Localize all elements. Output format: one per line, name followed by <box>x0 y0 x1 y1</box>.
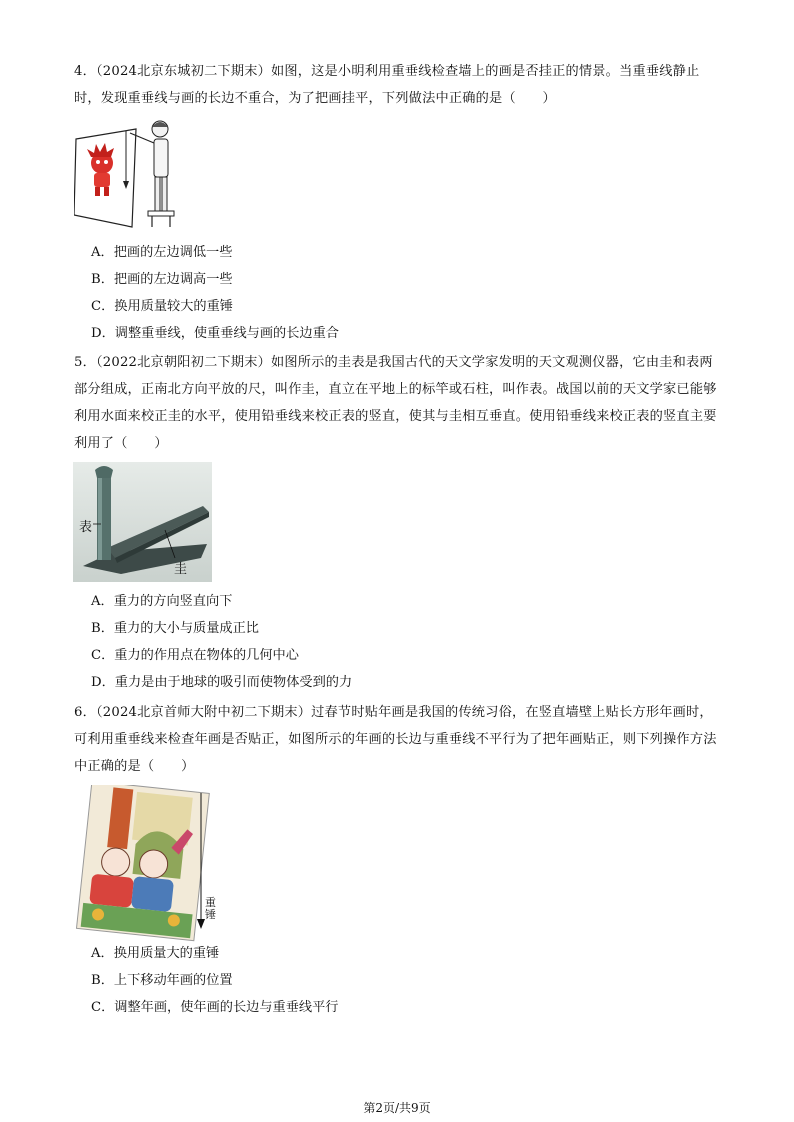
option-5-a[interactable]: A．重力的方向竖直向下 <box>91 594 233 609</box>
question-5-text: 5．（2022北京朝阳初二下期末）如图所示的圭表是我国古代的天文学家发明的天文观测仪器，它由圭和表两部分组成，正南北方向平放的尺，叫作圭，直立在平地上的标竿或石柱，叫作表。战国以前的天文学家已能够利用水面来校正圭的水平，使用铅垂线来校正表的竖直，使其与圭相互垂直。使用铅垂线来校正表的竖直主要利用了（ ） <box>74 355 717 451</box>
question-6-text: 6．（2024北京首师大附中初二下期末）过春节时贴年画是我国的传统习俗，在竖直墙壁上贴长方形年画时，可利用重垂线来检查年画是否贴正，如图所示的年画的长边与重垂线不平行为了把年画贴正，则下列操作方法中正确的是（ ） <box>74 705 717 774</box>
question-4-figure <box>74 115 194 235</box>
option-5-c[interactable]: C．重力的作用点在物体的几何中心 <box>91 648 299 663</box>
option-5-b[interactable]: B．重力的大小与质量成正比 <box>91 621 259 636</box>
option-4-c[interactable]: C．换用质量较大的重锤 <box>91 299 233 314</box>
label-zhongchui: 重锤 <box>205 896 216 921</box>
option-4-b[interactable]: B．把画的左边调高一些 <box>91 272 233 287</box>
option-5-d[interactable]: D．重力是由于地球的吸引而使物体受到的力 <box>91 675 353 690</box>
page-footer: 第2页/共9页 <box>363 1101 431 1115</box>
label-biao: 表 <box>79 520 93 535</box>
option-6-b[interactable]: B．上下移动年画的位置 <box>91 973 233 988</box>
question-5-figure <box>73 462 212 582</box>
question-4-text: 4．（2024北京东城初二下期末）如图，这是小明利用重垂线检查墙上的画是否挂正的情景。当重垂线静止时，发现重垂线与画的长边不重合，为了把画挂平，下列做法中正确的是（ ） <box>74 64 700 106</box>
question-6-figure <box>74 785 224 945</box>
option-6-c[interactable]: C．调整年画，使年画的长边与重垂线平行 <box>91 1000 339 1015</box>
option-6-a[interactable]: A．换用质量大的重锤 <box>91 946 220 961</box>
option-4-d[interactable]: D．调整重垂线，使重垂线与画的长边重合 <box>91 326 339 341</box>
label-gui: 圭 <box>174 562 188 577</box>
option-4-a[interactable]: A．把画的左边调低一些 <box>91 245 233 260</box>
